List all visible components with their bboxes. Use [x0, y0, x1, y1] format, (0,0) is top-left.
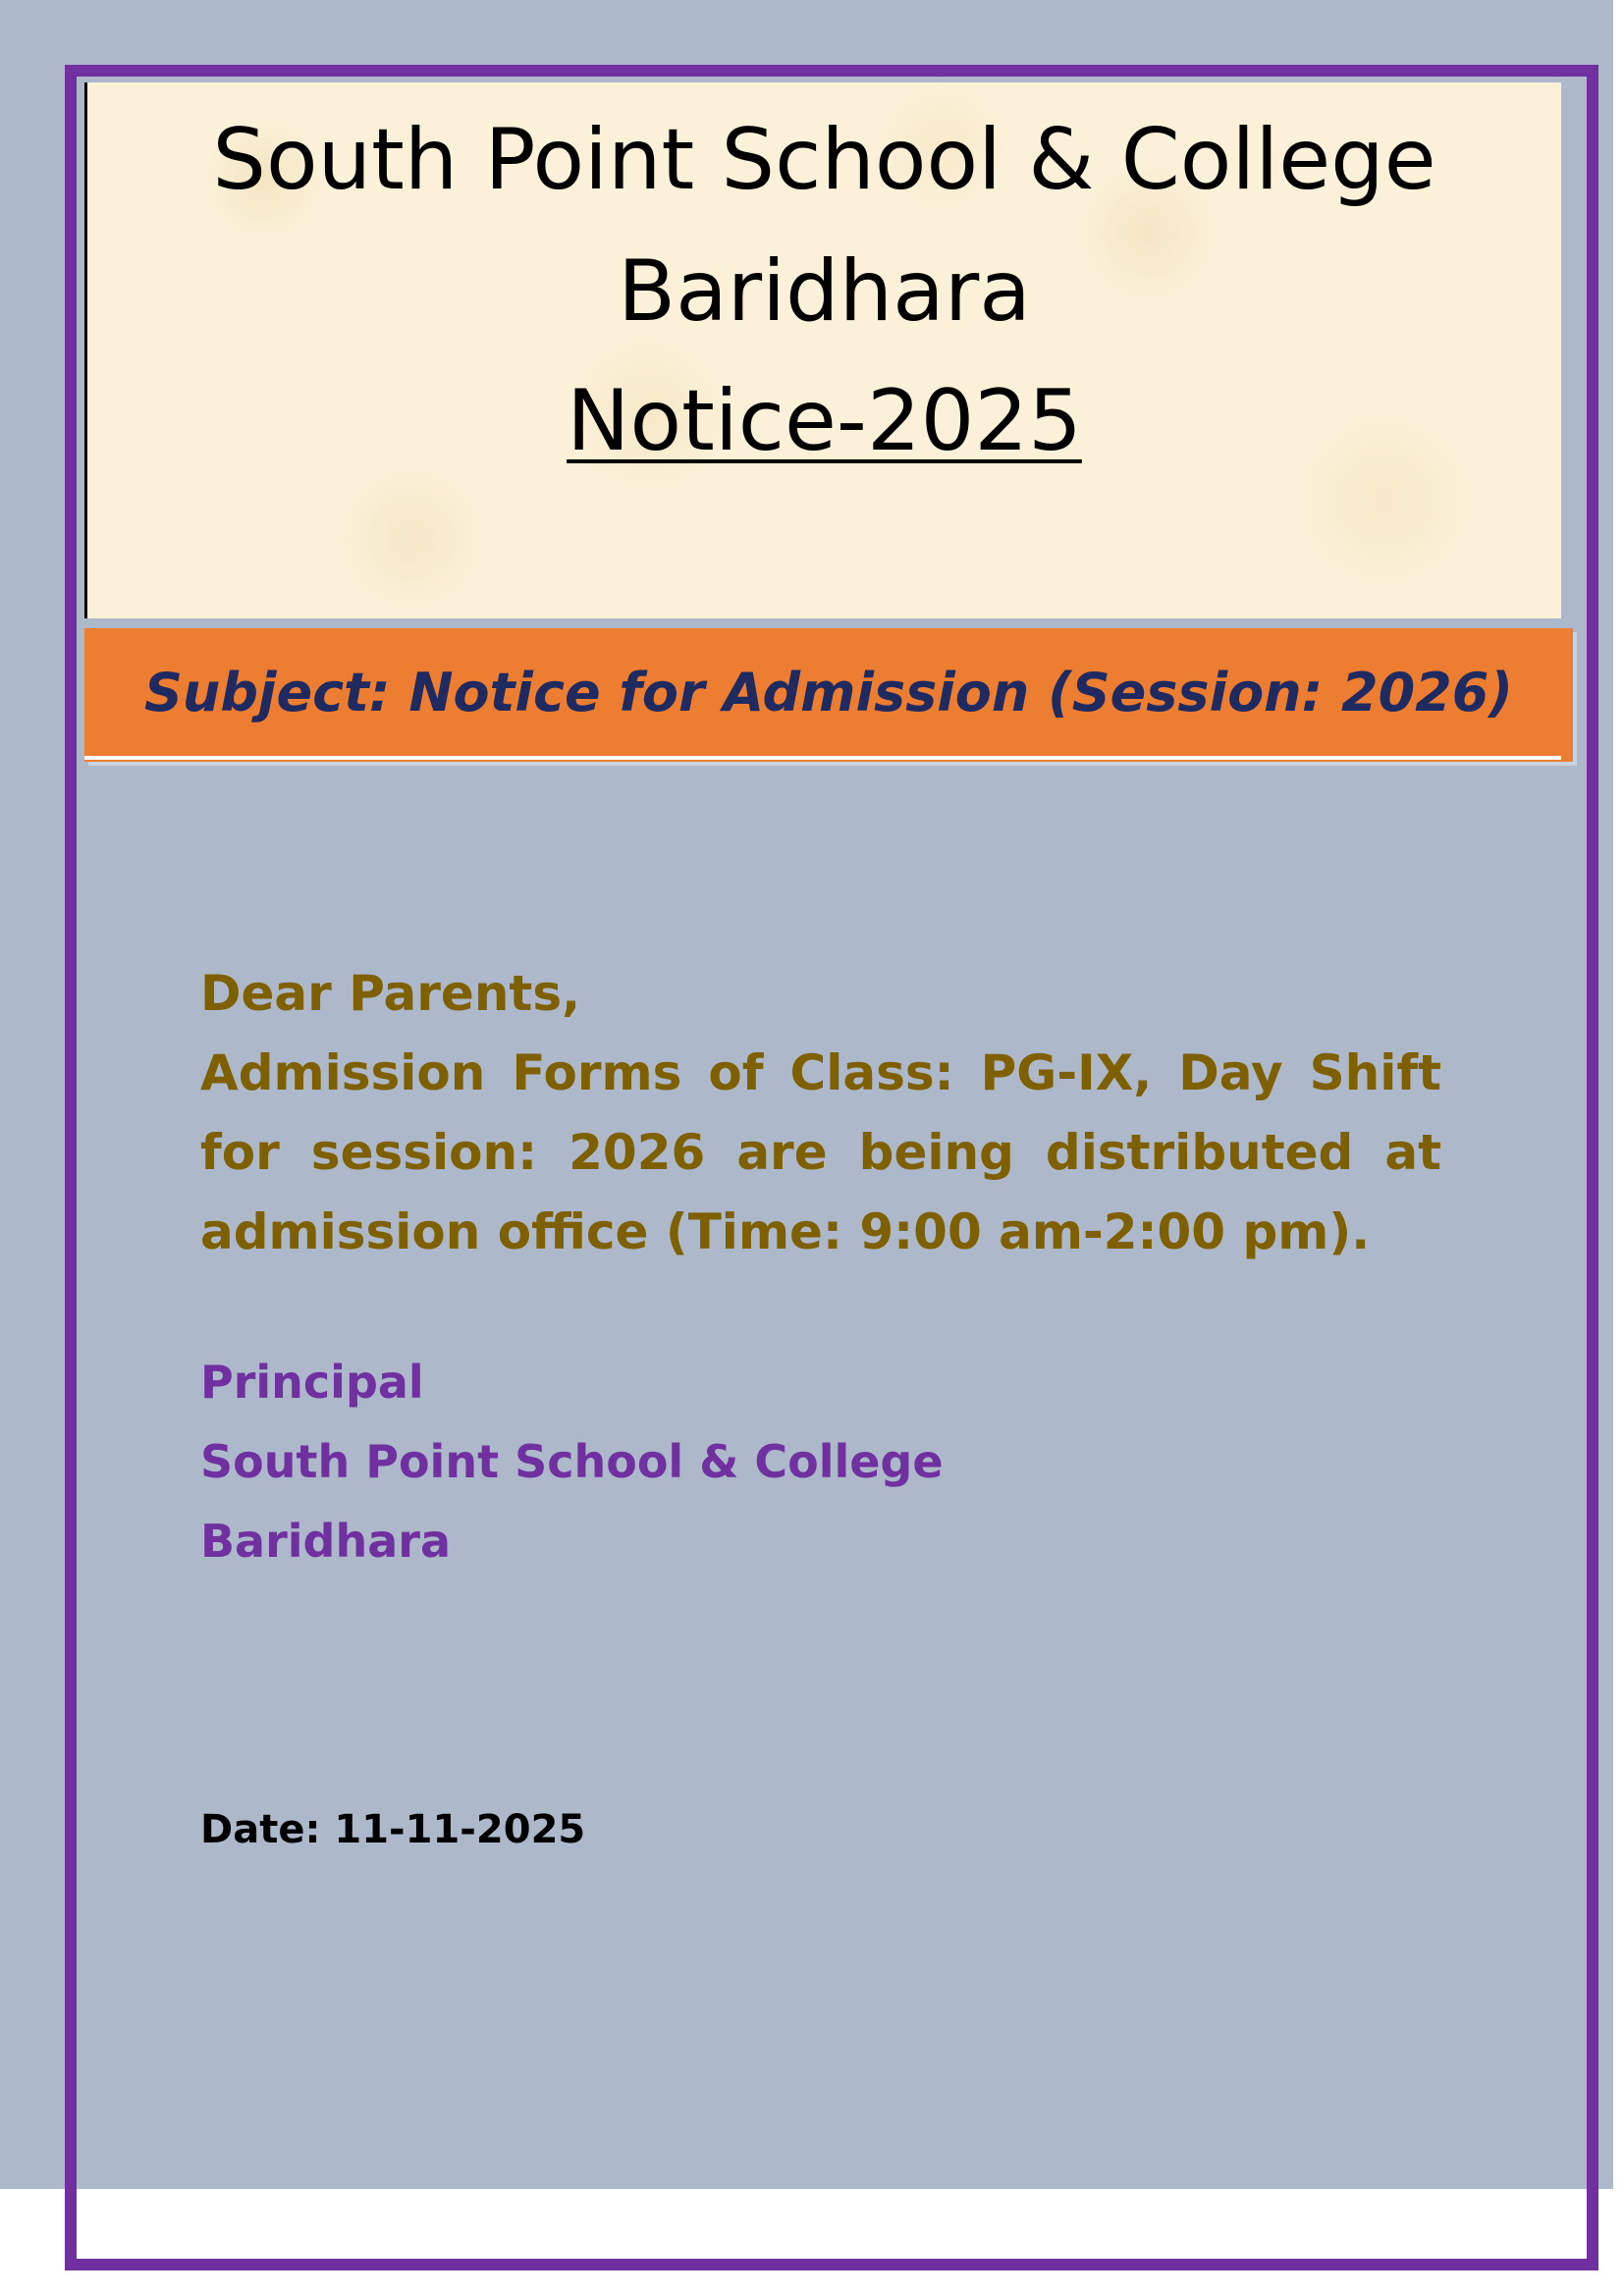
subject-divider — [84, 756, 1561, 760]
signature-title: Principal — [200, 1356, 424, 1409]
signature-block — [200, 1343, 944, 1581]
subject-line: Subject: Notice for Admission (Session: 2026) — [143, 662, 1513, 723]
signature-location: Baridhara — [200, 1515, 451, 1568]
admission-paragraph: Admission Forms of Class: PG-IX, Day Shift for session: 2026 are being distributed at admission office (Time: 9:00 am-2:00 pm). — [200, 1044, 1441, 1260]
notice-body — [200, 954, 1441, 1272]
notice-title — [87, 372, 1561, 470]
notice-header — [84, 82, 1561, 618]
subject-bar — [84, 628, 1573, 762]
notice-title-text: Notice-2025 — [567, 372, 1082, 470]
notice-date: Date: 11-11-2025 — [200, 1807, 586, 1852]
school-name: South Point School & College — [212, 111, 1436, 209]
school-location: Baridhara — [618, 242, 1031, 341]
greeting: Dear Parents, — [200, 965, 581, 1022]
signature-institution: South Point School & College — [200, 1435, 944, 1488]
frame-bottom-area — [77, 2189, 1575, 2247]
